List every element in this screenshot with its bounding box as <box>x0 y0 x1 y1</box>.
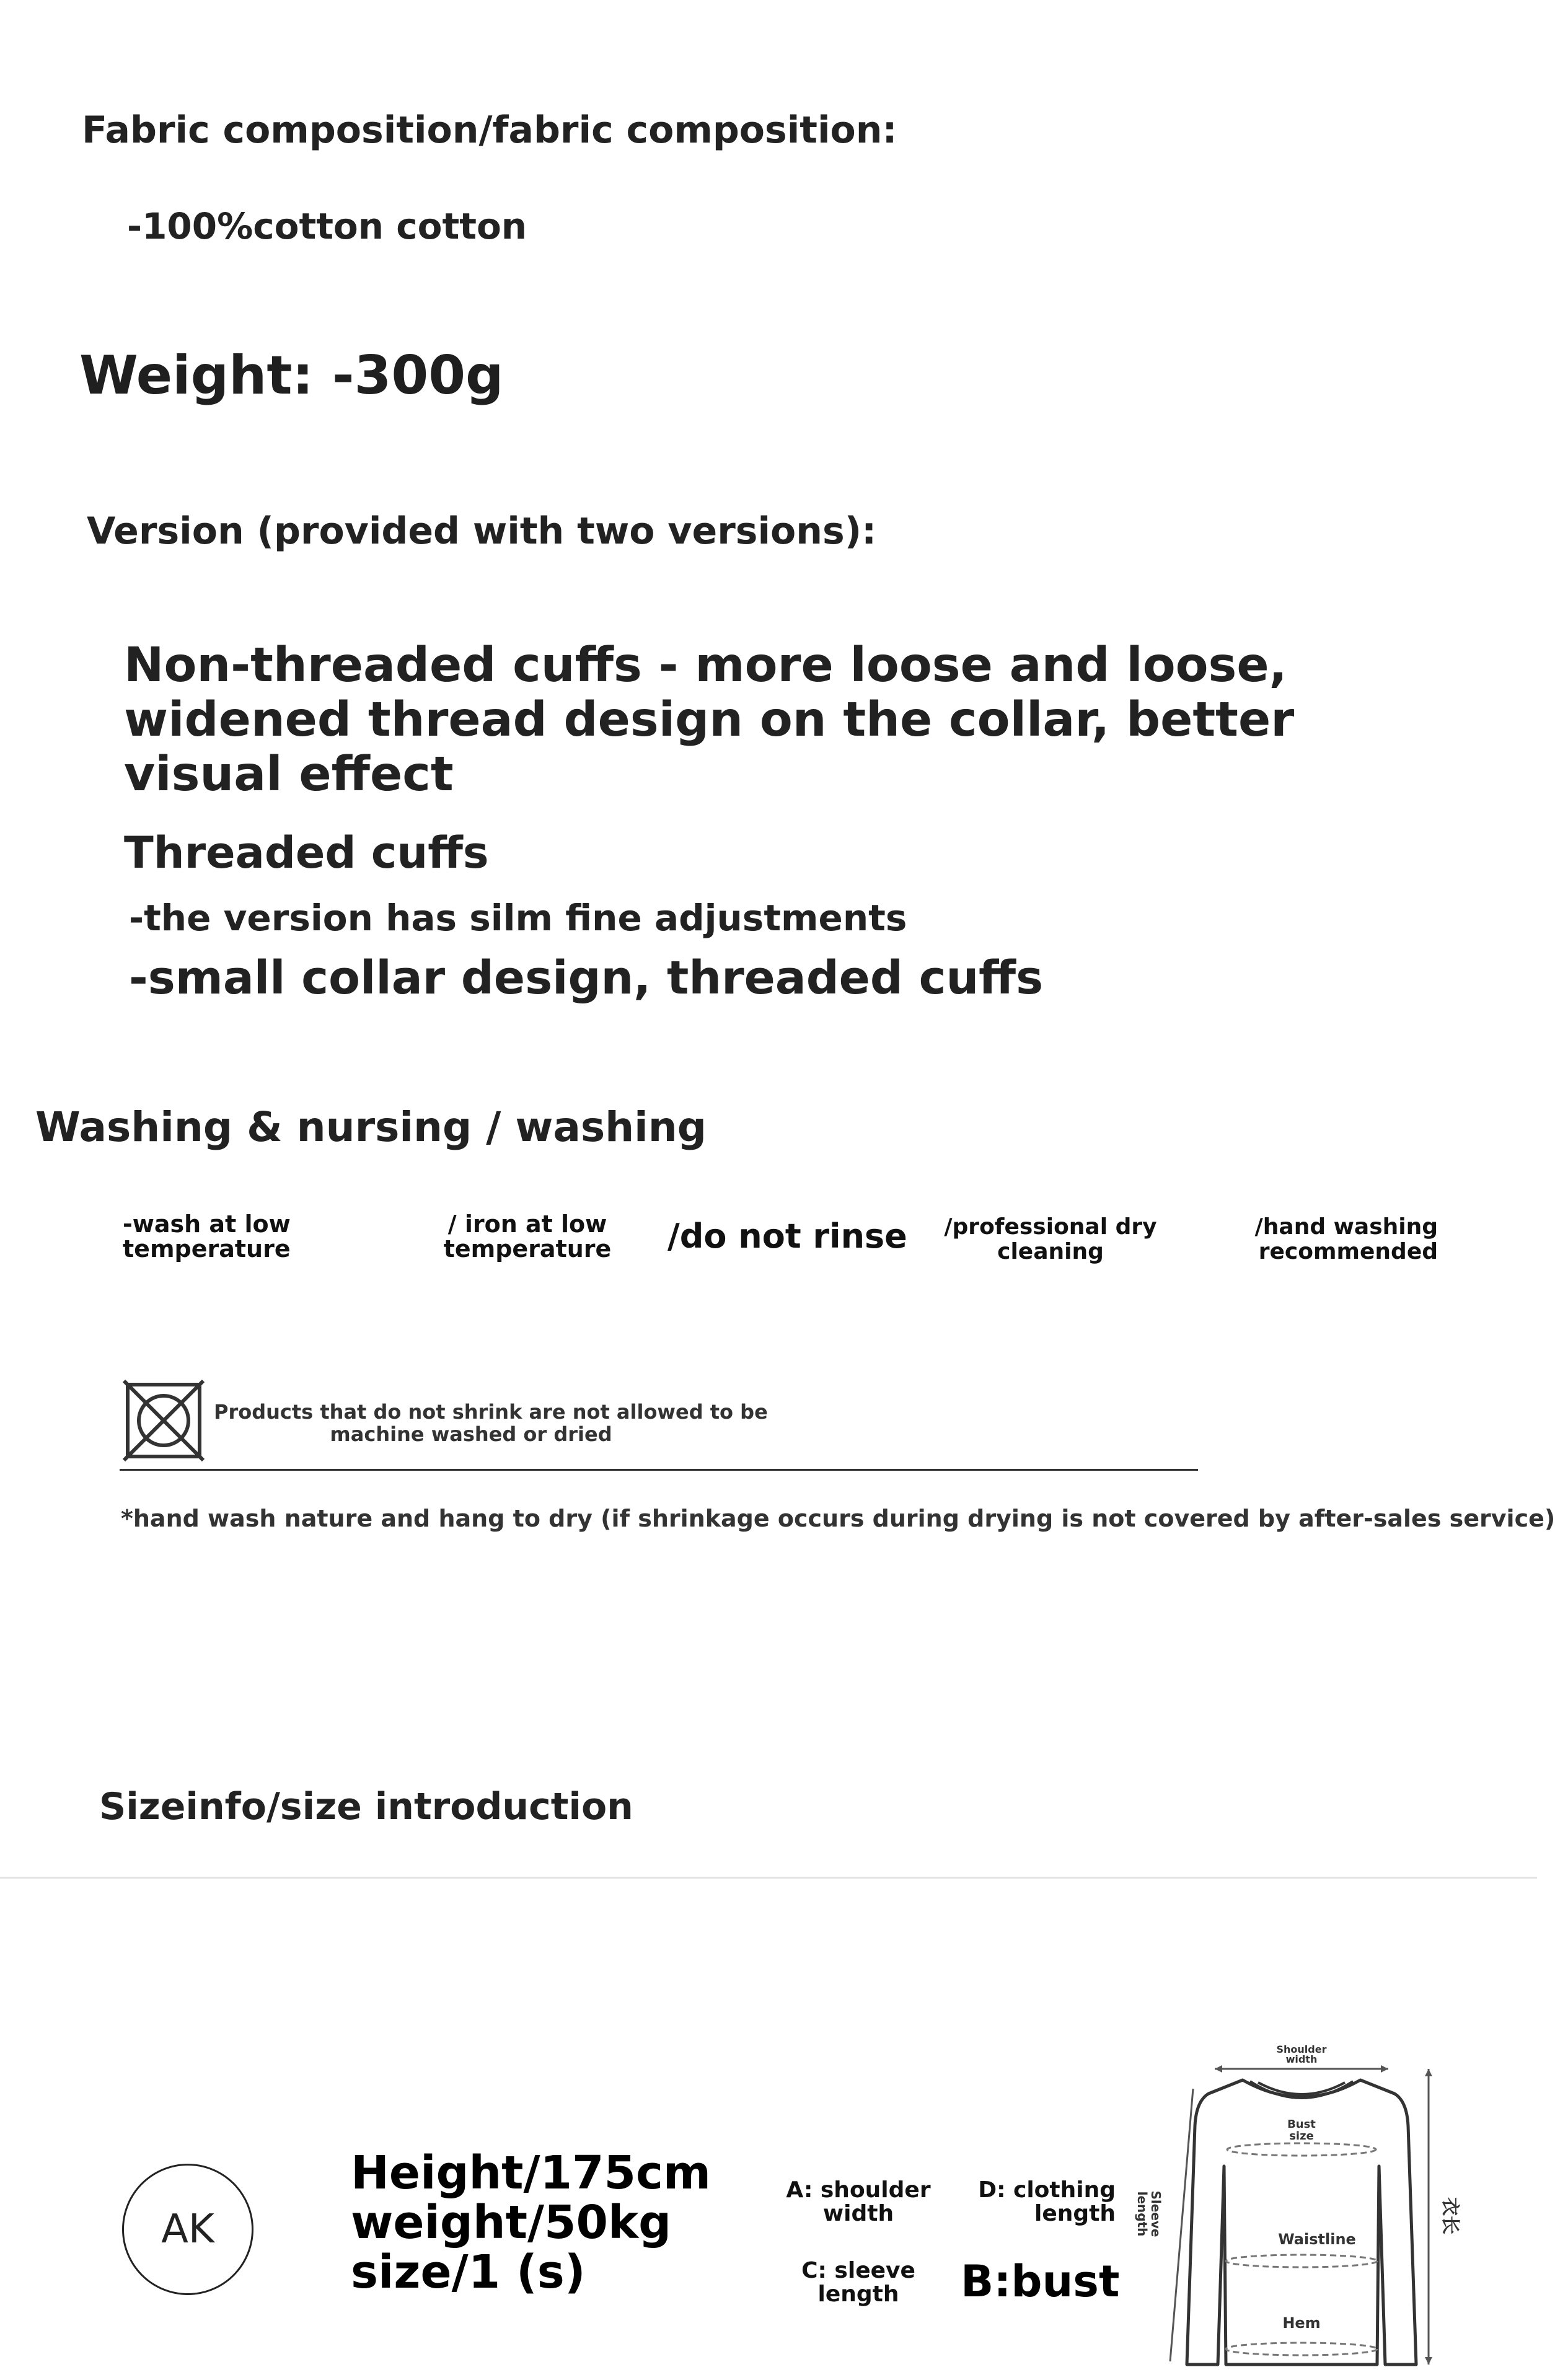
threaded-line-1: -the version has silm fine adjustments <box>129 897 907 939</box>
size-heading: Sizeinfo/size introduction <box>99 1785 633 1828</box>
non-threaded-description: Non-threaded cuffs - more loose and loose, widened thread design on the collar, better visual effect <box>124 638 1295 802</box>
hand-washing-label: /hand washing recommended <box>1254 1214 1438 1264</box>
avatar <box>122 2164 253 2295</box>
bust-label-line1: Bust <box>1287 2118 1316 2131</box>
model-size: size/1 (s) <box>351 2246 586 2299</box>
do-not-tumble-dry-icon <box>123 1380 205 1461</box>
bust-line <box>1227 2143 1376 2156</box>
avatar-initials: AK <box>161 2206 214 2252</box>
fabric-value: -100%cotton cotton <box>127 205 527 247</box>
wash-low-temp-label: -wash at low temperature <box>123 1210 291 1263</box>
model-weight: weight/50kg <box>351 2196 672 2249</box>
dry-cleaning-label: /professional dry cleaning <box>944 1214 1157 1264</box>
weight-text: Weight: -300g <box>79 345 504 407</box>
hem-line <box>1226 2343 1377 2355</box>
no-shrink-note: Products that do not shrink are not allowed to be machine washed or dried <box>214 1400 768 1446</box>
length-label: 衣长 <box>1439 2197 1461 2234</box>
hand-wash-note: *hand wash nature and hang to dry (if shrinkage occurs during drying is not covered by after-sales service) <box>121 1505 1555 1532</box>
do-not-rinse-label: /do not rinse <box>667 1217 907 1256</box>
washing-heading: Washing & nursing / washing <box>35 1103 707 1151</box>
divider <box>0 1877 1537 1879</box>
sleeve-label-line1: Sleeve <box>1148 2190 1163 2237</box>
model-info <box>351 2148 711 2297</box>
measure-clothing-length: D: clothing length <box>978 2177 1116 2226</box>
garment-diagram <box>1134 2039 1461 2374</box>
shoulder-width-arrow <box>1215 2065 1388 2073</box>
fabric-heading: Fabric composition/fabric composition: <box>82 108 897 152</box>
shoulder-label-line1: Shoulder <box>1276 2043 1327 2055</box>
sleeve-label-line2: length <box>1135 2191 1150 2237</box>
threaded-title: Threaded cuffs <box>124 827 489 878</box>
length-arrow <box>1425 2069 1432 2365</box>
shoulder-label-line2: width <box>1285 2053 1318 2065</box>
threaded-line-2: -small collar design, threaded cuffs <box>129 951 1044 1005</box>
measure-sleeve-length: C: sleeve length <box>801 2258 915 2307</box>
measure-bust: B:bust <box>961 2256 1120 2307</box>
waist-line <box>1226 2255 1377 2267</box>
bust-label-line2: size <box>1289 2130 1314 2143</box>
version-heading: Version (provided with two versions): <box>87 509 877 553</box>
section-rule <box>120 1469 1198 1471</box>
model-height: Height/175cm <box>351 2146 711 2200</box>
waist-label: Waistline <box>1278 2231 1356 2248</box>
hem-label: Hem <box>1282 2314 1321 2332</box>
measure-shoulder-width: A: shoulder width <box>786 2177 931 2226</box>
iron-low-temp-label: / iron at low temperature <box>443 1210 612 1263</box>
